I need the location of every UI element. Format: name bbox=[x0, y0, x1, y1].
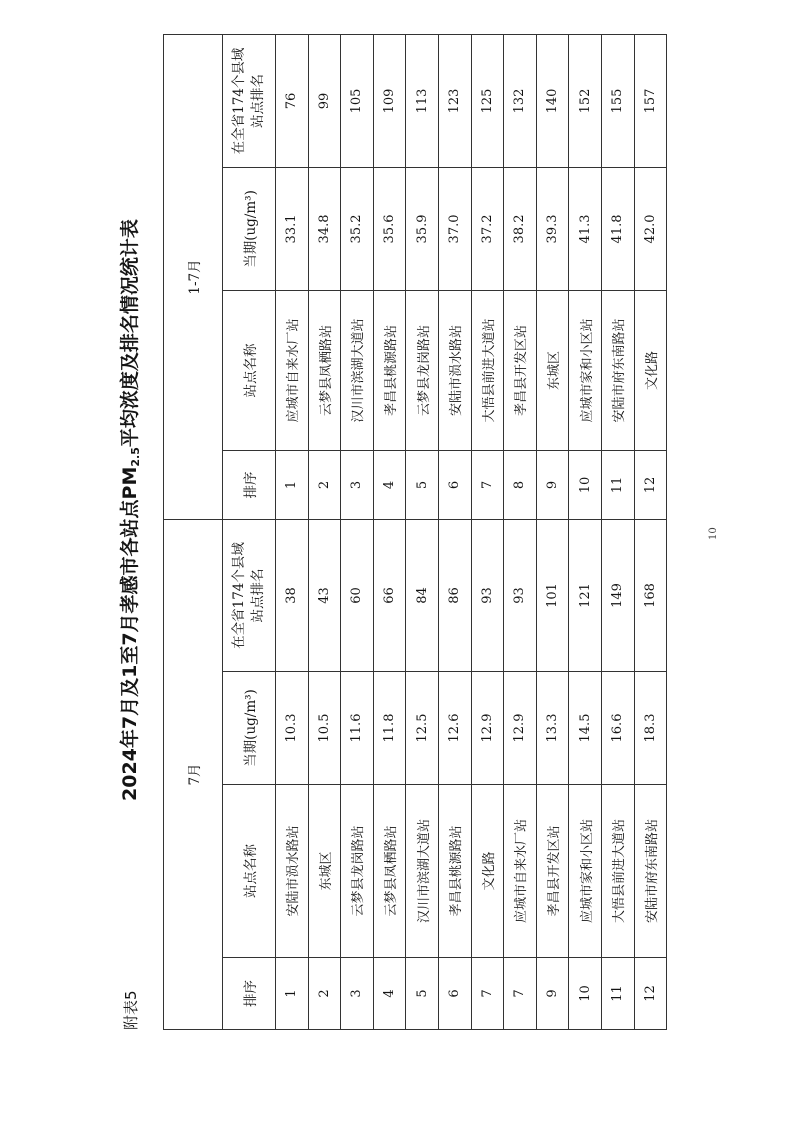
cell-station-name: 孝昌县桃源路站 bbox=[438, 785, 471, 958]
group-header-row bbox=[164, 34, 223, 1029]
cell-province-rank: 132 bbox=[504, 34, 537, 167]
cell-station-name: 应城市自来水厂站 bbox=[504, 785, 537, 958]
column-header-station: 站点名称 bbox=[223, 785, 276, 958]
cell-rank: 7 bbox=[471, 958, 504, 1030]
cell-rank: 8 bbox=[504, 450, 537, 519]
page-title bbox=[116, 219, 144, 801]
table-row bbox=[308, 34, 341, 1029]
column-header-value: 当期(ug/m³) bbox=[223, 167, 276, 290]
cell-concentration: 12.9 bbox=[504, 672, 537, 785]
table-header bbox=[164, 34, 276, 1029]
cell-rank: 3 bbox=[341, 450, 374, 519]
column-header-province-rank-line1: 在全省174个县域 bbox=[231, 542, 247, 649]
column-header-rank: 排序 bbox=[223, 958, 276, 1030]
column-header-province-rank bbox=[223, 519, 276, 671]
cell-province-rank: 105 bbox=[341, 34, 374, 167]
cell-concentration: 10.3 bbox=[276, 672, 309, 785]
page-number: 10 bbox=[708, 527, 719, 540]
cell-province-rank: 149 bbox=[601, 519, 634, 671]
cell-province-rank: 38 bbox=[276, 519, 309, 671]
table-body bbox=[276, 34, 667, 1029]
column-header-province-rank-line2: 站点排名 bbox=[250, 73, 266, 128]
cell-station-name: 云梦县凤栖路站 bbox=[373, 785, 406, 958]
cell-province-rank: 125 bbox=[471, 34, 504, 167]
cell-rank: 11 bbox=[601, 450, 634, 519]
cell-province-rank: 60 bbox=[341, 519, 374, 671]
cell-rank: 6 bbox=[438, 450, 471, 519]
cell-concentration: 33.1 bbox=[276, 167, 309, 290]
cell-rank: 7 bbox=[471, 450, 504, 519]
cell-rank: 9 bbox=[536, 958, 569, 1030]
cell-province-rank: 86 bbox=[438, 519, 471, 671]
cell-station-name: 汉川市滨湖大道站 bbox=[341, 290, 374, 450]
cell-rank: 11 bbox=[601, 958, 634, 1030]
table-row bbox=[471, 34, 504, 1029]
table-row bbox=[504, 34, 537, 1029]
cell-station-name: 安陆市府东南路站 bbox=[601, 290, 634, 450]
cell-concentration: 16.6 bbox=[601, 672, 634, 785]
cell-rank: 12 bbox=[634, 450, 667, 519]
cell-province-rank: 155 bbox=[601, 34, 634, 167]
cell-concentration: 42.0 bbox=[634, 167, 667, 290]
cell-province-rank: 84 bbox=[406, 519, 439, 671]
column-header-province-rank-line2: 站点排名 bbox=[250, 568, 266, 623]
cell-rank: 7 bbox=[504, 958, 537, 1030]
cell-station-name: 应城市家和小区站 bbox=[569, 785, 602, 958]
pm25-ranking-table bbox=[163, 34, 667, 1030]
cell-province-rank: 93 bbox=[504, 519, 537, 671]
table-row bbox=[438, 34, 471, 1029]
cell-concentration: 41.8 bbox=[601, 167, 634, 290]
cell-station-name: 安陆市涢水路站 bbox=[276, 785, 309, 958]
table-row bbox=[601, 34, 634, 1029]
cell-province-rank: 152 bbox=[569, 34, 602, 167]
column-header-value: 当期(ug/m³) bbox=[223, 672, 276, 785]
cell-rank: 2 bbox=[308, 450, 341, 519]
cell-station-name: 云梦县凤栖路站 bbox=[308, 290, 341, 450]
cell-rank: 9 bbox=[536, 450, 569, 519]
cell-concentration: 37.0 bbox=[438, 167, 471, 290]
annex-label: 附表5 bbox=[122, 990, 140, 1030]
cell-province-rank: 66 bbox=[373, 519, 406, 671]
table-row bbox=[569, 34, 602, 1029]
title-subscript: 2.5 bbox=[129, 447, 142, 467]
cell-station-name: 孝昌县开发区站 bbox=[536, 785, 569, 958]
column-header-station: 站点名称 bbox=[223, 290, 276, 450]
cell-province-rank: 121 bbox=[569, 519, 602, 671]
cell-concentration: 38.2 bbox=[504, 167, 537, 290]
group-label-jan-to-jul: 1-7月 bbox=[164, 34, 223, 519]
cell-station-name: 汉川市滨湖大道站 bbox=[406, 785, 439, 958]
cell-rank: 6 bbox=[438, 958, 471, 1030]
cell-station-name: 云梦县龙岗路站 bbox=[406, 290, 439, 450]
title-suffix: 平均浓度及排名情况统计表 bbox=[119, 219, 141, 448]
cell-concentration: 11.8 bbox=[373, 672, 406, 785]
cell-rank: 12 bbox=[634, 958, 667, 1030]
cell-province-rank: 76 bbox=[276, 34, 309, 167]
cell-province-rank: 43 bbox=[308, 519, 341, 671]
cell-concentration: 18.3 bbox=[634, 672, 667, 785]
cell-rank: 4 bbox=[373, 450, 406, 519]
cell-province-rank: 93 bbox=[471, 519, 504, 671]
cell-station-name: 文化路 bbox=[471, 785, 504, 958]
title-prefix: 2024年7月及1至7月孝感市各站点PM bbox=[119, 466, 141, 801]
cell-province-rank: 140 bbox=[536, 34, 569, 167]
cell-station-name: 应城市家和小区站 bbox=[569, 290, 602, 450]
column-header-province-rank bbox=[223, 34, 276, 167]
cell-province-rank: 109 bbox=[373, 34, 406, 167]
cell-rank: 10 bbox=[569, 450, 602, 519]
table-row bbox=[373, 34, 406, 1029]
cell-concentration: 41.3 bbox=[569, 167, 602, 290]
cell-rank: 2 bbox=[308, 958, 341, 1030]
cell-concentration: 35.6 bbox=[373, 167, 406, 290]
cell-concentration: 35.9 bbox=[406, 167, 439, 290]
cell-province-rank: 157 bbox=[634, 34, 667, 167]
cell-rank: 10 bbox=[569, 958, 602, 1030]
cell-station-name: 安陆市府东南路站 bbox=[634, 785, 667, 958]
cell-concentration: 37.2 bbox=[471, 167, 504, 290]
cell-concentration: 12.6 bbox=[438, 672, 471, 785]
cell-concentration: 14.5 bbox=[569, 672, 602, 785]
group-label-july: 7月 bbox=[164, 519, 223, 1029]
cell-concentration: 34.8 bbox=[308, 167, 341, 290]
cell-province-rank: 101 bbox=[536, 519, 569, 671]
column-header-rank: 排序 bbox=[223, 450, 276, 519]
cell-rank: 1 bbox=[276, 958, 309, 1030]
table-row bbox=[276, 34, 309, 1029]
cell-concentration: 12.5 bbox=[406, 672, 439, 785]
table-row bbox=[406, 34, 439, 1029]
cell-station-name: 应城市自来水厂站 bbox=[276, 290, 309, 450]
column-header-province-rank-line1: 在全省174个县域 bbox=[231, 47, 247, 155]
cell-province-rank: 168 bbox=[634, 519, 667, 671]
cell-province-rank: 113 bbox=[406, 34, 439, 167]
cell-station-name: 文化路 bbox=[634, 290, 667, 450]
cell-station-name: 孝昌县开发区站 bbox=[504, 290, 537, 450]
table-row bbox=[536, 34, 569, 1029]
cell-province-rank: 123 bbox=[438, 34, 471, 167]
table-row bbox=[634, 34, 667, 1029]
cell-concentration: 35.2 bbox=[341, 167, 374, 290]
cell-rank: 3 bbox=[341, 958, 374, 1030]
cell-concentration: 12.9 bbox=[471, 672, 504, 785]
cell-station-name: 大悟县前进大道站 bbox=[601, 785, 634, 958]
cell-province-rank: 99 bbox=[308, 34, 341, 167]
cell-concentration: 39.3 bbox=[536, 167, 569, 290]
column-header-row bbox=[223, 34, 276, 1029]
cell-station-name: 大悟县前进大道站 bbox=[471, 290, 504, 450]
cell-station-name: 云梦县龙岗路站 bbox=[341, 785, 374, 958]
cell-concentration: 10.5 bbox=[308, 672, 341, 785]
table-row bbox=[341, 34, 374, 1029]
cell-rank: 5 bbox=[406, 958, 439, 1030]
cell-concentration: 11.6 bbox=[341, 672, 374, 785]
cell-rank: 5 bbox=[406, 450, 439, 519]
cell-concentration: 13.3 bbox=[536, 672, 569, 785]
cell-station-name: 东城区 bbox=[536, 290, 569, 450]
cell-rank: 1 bbox=[276, 450, 309, 519]
cell-station-name: 东城区 bbox=[308, 785, 341, 958]
cell-rank: 4 bbox=[373, 958, 406, 1030]
cell-station-name: 孝昌县桃源路站 bbox=[373, 290, 406, 450]
cell-station-name: 安陆市涢水路站 bbox=[438, 290, 471, 450]
